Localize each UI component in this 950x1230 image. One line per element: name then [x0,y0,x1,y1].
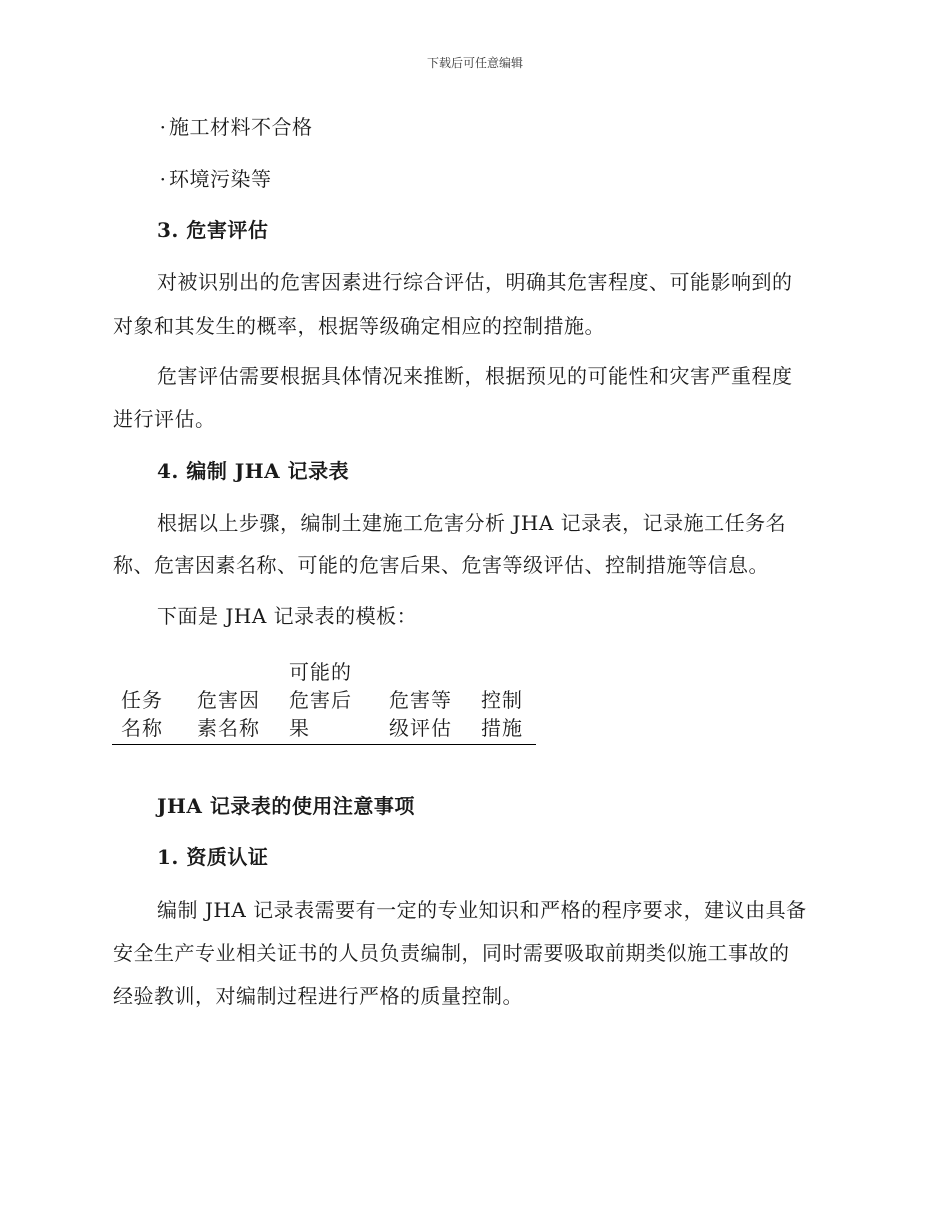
column-header-task-name: 任务 名称 [121,688,163,740]
section-heading: 3. 危害评估 [157,218,269,242]
page-header: 下载后可任意编辑 [426,56,523,70]
table-header-row [112,658,536,745]
jha-template-table [112,658,536,745]
section-heading: 4. 编制 JHA 记录表 [157,459,350,483]
paragraph-line: 编制 JHA 记录表需要有一定的专业知识和严格的程序要求，建议由具备 [157,898,807,922]
paragraph-line: 称、危害因素名称、可能的危害后果、危害等级评估、控制措施等信息。 [113,553,769,577]
paragraph-line: 对象和其发生的概率，根据等级确定相应的控制措施。 [113,314,605,338]
bullet-mark: · [159,167,167,191]
bullet-text: 环境污染等 [169,167,272,191]
column-header-hazard-factor: 危害因 素名称 [197,688,260,740]
paragraph-line: 下面是 JHA 记录表的模板： [157,604,418,628]
column-header-hazard-level: 危害等 级评估 [389,688,452,740]
bullet-text: 施工材料不合格 [169,115,313,139]
bullet-item [157,115,313,139]
paragraph-line: 根据以上步骤，编制土建施工危害分析 JHA 记录表，记录施工任务名 [157,511,787,535]
column-header-possible-consequence: 可能的 危害后 果 [289,660,352,740]
section-heading: 1. 资质认证 [157,845,269,869]
column-header-control-measures: 控制 措施 [481,688,523,740]
paragraph-line: 进行评估。 [113,407,216,431]
paragraph-line: 经验教训，对编制过程进行严格的质量控制。 [113,984,523,1008]
paragraph-line: 危害评估需要根据具体情况来推断，根据预见的可能性和灾害严重程度 [157,364,793,388]
paragraph-line: 安全生产专业相关证书的人员负责编制，同时需要吸取前期类似施工事故的 [113,941,790,965]
bullet-item [157,167,272,191]
bullet-mark: · [159,115,167,139]
section-title: JHA 记录表的使用注意事项 [157,794,415,818]
paragraph-line: 对被识别出的危害因素进行综合评估，明确其危害程度、可能影响到的 [157,270,793,294]
